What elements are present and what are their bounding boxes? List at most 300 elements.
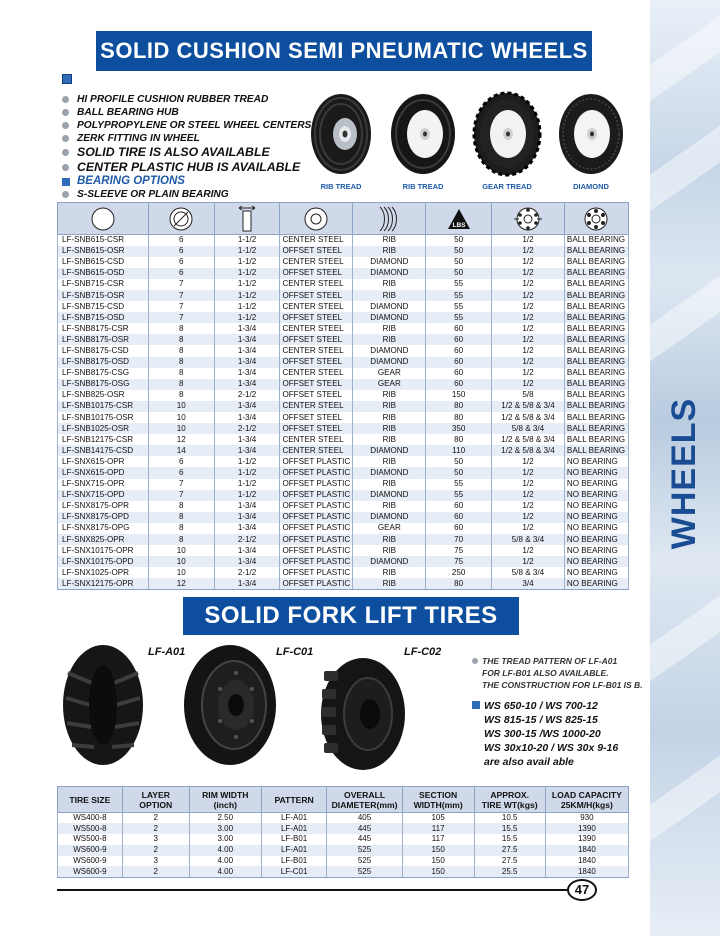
table-cell: DIAMOND <box>353 445 426 456</box>
table-cell: 6 <box>148 235 214 246</box>
table-cell: LF-SNX825-OPR <box>58 534 149 545</box>
table-cell: LF-SNB715-OSR <box>58 290 149 301</box>
table-cell: 80 <box>426 401 492 412</box>
table-cell: DIAMOND <box>353 512 426 523</box>
table-cell: 350 <box>426 423 492 434</box>
table-cell: 80 <box>426 578 492 589</box>
table-cell: 150 <box>402 856 474 867</box>
table-cell: 7 <box>148 290 214 301</box>
table-cell: OFFSET STEEL <box>280 334 353 345</box>
table-cell: 1/2 <box>492 512 565 523</box>
table-cell: LF-SNB615-CSD <box>58 257 149 268</box>
table-cell: BALL BEARING <box>564 357 628 368</box>
table-cell: 50 <box>426 246 492 257</box>
lf-a01-tire-image <box>62 643 144 767</box>
table-cell: GEAR <box>353 523 426 534</box>
table-cell: 60 <box>426 523 492 534</box>
bullet-icon <box>62 96 69 103</box>
table-cell: NO BEARING <box>564 567 628 578</box>
table-cell: 2-1/2 <box>214 390 280 401</box>
table-cell: 150 <box>426 390 492 401</box>
footer-rule <box>57 889 567 891</box>
tire-label: LF-A01 <box>148 646 186 658</box>
table-cell: 1/2 <box>492 290 565 301</box>
table-cell: CENTER STEEL <box>280 401 353 412</box>
table-cell: BALL BEARING <box>564 445 628 456</box>
table-cell: 5/8 <box>492 390 565 401</box>
table-cell: NO BEARING <box>564 523 628 534</box>
table-cell: BALL BEARING <box>564 323 628 334</box>
square-bullet-icon <box>62 74 72 84</box>
table-cell: OFFSET PLASTIC <box>280 456 353 467</box>
wheel-caption: RIB TREAD <box>402 182 444 191</box>
table-cell: 1/2 <box>492 323 565 334</box>
table-cell: GEAR <box>353 368 426 379</box>
table-row <box>58 279 629 290</box>
table-cell: 10 <box>148 401 214 412</box>
table-cell: LF-SNB715-CSD <box>58 301 149 312</box>
lf-c01-tire-image <box>180 643 280 767</box>
column-header: APPROX. TIRE WT(kgs) <box>474 787 545 813</box>
column-header: OVERALL DIAMETER(mm) <box>327 787 402 813</box>
table-cell: 60 <box>426 501 492 512</box>
table-cell: NO BEARING <box>564 512 628 523</box>
table-cell: DIAMOND <box>353 467 426 478</box>
table-row <box>58 345 629 356</box>
table-cell: 2.50 <box>189 813 261 824</box>
table-cell: 1/2 <box>492 501 565 512</box>
table-cell: 1/2 <box>492 345 565 356</box>
table-cell: 1/2 <box>492 301 565 312</box>
table-cell: OFFSET PLASTIC <box>280 556 353 567</box>
table-cell: LF-SNB8175-CSD <box>58 345 149 356</box>
table-cell: 6 <box>148 467 214 478</box>
gear-tread-wheel-image <box>471 90 543 178</box>
table-row <box>58 235 629 246</box>
table-cell: 8 <box>148 334 214 345</box>
table-cell: 2 <box>122 823 189 834</box>
table-row <box>58 813 629 824</box>
table-row <box>58 866 629 877</box>
table-row <box>58 334 629 345</box>
table-cell: 60 <box>426 512 492 523</box>
table-row <box>58 390 629 401</box>
table-cell: OFFSET STEEL <box>280 246 353 257</box>
table-cell: CENTER STEEL <box>280 345 353 356</box>
feature-item: BALL BEARING HUB <box>62 106 322 119</box>
column-header: RIM WIDTH (inch) <box>189 787 261 813</box>
table-cell: 525 <box>327 845 402 856</box>
table-cell: 1/2 <box>492 279 565 290</box>
table-row <box>58 823 629 834</box>
table-cell: 60 <box>426 368 492 379</box>
bullet-icon <box>62 149 69 156</box>
table-cell: LF-SNX12175-OPR <box>58 578 149 589</box>
table-cell: CENTER STEEL <box>280 301 353 312</box>
table-cell: 1-1/2 <box>214 301 280 312</box>
table-cell: BALL BEARING <box>564 290 628 301</box>
table-cell: OFFSET PLASTIC <box>280 567 353 578</box>
table-cell: LF-SNB8175-OSG <box>58 379 149 390</box>
table-row <box>58 578 629 589</box>
table-cell: 60 <box>426 323 492 334</box>
table-row <box>58 567 629 578</box>
table-cell: 150 <box>402 845 474 856</box>
table-row <box>58 246 629 257</box>
feature-item: HI PROFILE CUSHION RUBBER TREAD <box>62 93 322 106</box>
table-cell: RIB <box>353 545 426 556</box>
table-cell: 60 <box>426 345 492 356</box>
table-cell: 445 <box>327 823 402 834</box>
table-cell: 1-3/4 <box>214 434 280 445</box>
table-cell: 6 <box>148 268 214 279</box>
forklift-tire-table <box>57 786 629 878</box>
table-cell: 12 <box>148 578 214 589</box>
table-cell: OFFSET PLASTIC <box>280 501 353 512</box>
load-weight-icon <box>426 203 492 235</box>
table-cell: CENTER STEEL <box>280 368 353 379</box>
table-cell: WS500-8 <box>58 834 123 845</box>
table-cell: 1840 <box>545 856 628 867</box>
table-cell: 525 <box>327 866 402 877</box>
table-cell: LF-SNB10175-OSR <box>58 412 149 423</box>
table-row <box>58 401 629 412</box>
table-cell: RIB <box>353 434 426 445</box>
table-cell: 2-1/2 <box>214 423 280 434</box>
feature-item: ZERK FITTING IN WHEEL <box>62 132 322 145</box>
table-cell: LF-SNB715-OSD <box>58 312 149 323</box>
table-cell: OFFSET PLASTIC <box>280 512 353 523</box>
table-cell: 1-3/4 <box>214 545 280 556</box>
table-cell: 1/2 <box>492 235 565 246</box>
table-cell: 1-3/4 <box>214 368 280 379</box>
table-cell: 525 <box>327 856 402 867</box>
table-cell: 3 <box>122 834 189 845</box>
table-cell: 8 <box>148 323 214 334</box>
table-cell: 1/2 <box>492 545 565 556</box>
table-cell: LF-SNB1025-OSR <box>58 423 149 434</box>
table-cell: NO BEARING <box>564 490 628 501</box>
table-cell: 1/2 <box>492 368 565 379</box>
table-cell: 1-1/2 <box>214 257 280 268</box>
column-header: SECTION WIDTH(mm) <box>402 787 474 813</box>
section-title-wheels: SOLID CUSHION SEMI PNEUMATIC WHEELS <box>96 31 592 71</box>
table-cell: OFFSET STEEL <box>280 290 353 301</box>
table-cell: 105 <box>402 813 474 824</box>
table-cell: 1-3/4 <box>214 345 280 356</box>
table-cell: 2 <box>122 866 189 877</box>
table-cell: 5/8 & 3/4 <box>492 567 565 578</box>
table-cell: 1390 <box>545 823 628 834</box>
table-cell: RIB <box>353 246 426 257</box>
table-cell: 8 <box>148 523 214 534</box>
table-cell: 1/2 <box>492 246 565 257</box>
table-cell: BALL BEARING <box>564 312 628 323</box>
tire-label: LF-C01 <box>276 646 314 658</box>
table-cell: 1-1/2 <box>214 246 280 257</box>
table-cell: 1/2 <box>492 479 565 490</box>
table-cell: 55 <box>426 301 492 312</box>
table-cell: WS600-9 <box>58 866 123 877</box>
table-cell: DIAMOND <box>353 556 426 567</box>
table-cell: 1-3/4 <box>214 523 280 534</box>
table-header-row <box>58 203 629 235</box>
table-cell: OFFSET PLASTIC <box>280 467 353 478</box>
table-cell: 4.00 <box>189 866 261 877</box>
bullet-icon <box>62 122 69 129</box>
table-cell: 150 <box>402 866 474 877</box>
table-cell: 8 <box>148 534 214 545</box>
table-cell: 10 <box>148 545 214 556</box>
table-cell: 1-3/4 <box>214 334 280 345</box>
feature-item-highlight: SOLID TIRE IS ALSO AVAILABLE <box>62 145 322 160</box>
table-cell: 60 <box>426 334 492 345</box>
table-cell: NO BEARING <box>564 479 628 490</box>
wheel-spec-table <box>57 202 629 590</box>
table-cell: LF-SNX1025-OPR <box>58 567 149 578</box>
table-cell: LF-SNB8175-OSD <box>58 357 149 368</box>
table-cell: RIB <box>353 279 426 290</box>
table-row <box>58 834 629 845</box>
table-cell: 25.5 <box>474 866 545 877</box>
table-cell: LF-C01 <box>261 866 327 877</box>
table-cell: 60 <box>426 379 492 390</box>
table-cell: LF-B01 <box>261 834 327 845</box>
table-cell: OFFSET PLASTIC <box>280 534 353 545</box>
table-cell: RIB <box>353 479 426 490</box>
table-cell: 50 <box>426 257 492 268</box>
tread-note: THE TREAD PATTERN OF LF-A01 FOR LF-B01 ALSO AVAILABLE. THE CONSTRUCTION FOR LF-B01 IS B. <box>472 655 647 691</box>
feature-item: POLYPROPYLENE OR STEEL WHEEL CENTERS <box>62 119 322 132</box>
table-cell: 14 <box>148 445 214 456</box>
table-cell: 5/8 & 3/4 <box>492 534 565 545</box>
table-cell: 3 <box>122 856 189 867</box>
tread-icon <box>353 203 426 235</box>
table-cell: CENTER STEEL <box>280 434 353 445</box>
table-cell: CENTER STEEL <box>280 323 353 334</box>
table-cell: 10 <box>148 423 214 434</box>
table-cell: LF-SNB825-OSR <box>58 390 149 401</box>
table-cell: 117 <box>402 834 474 845</box>
table-cell: 1/2 <box>492 523 565 534</box>
table-cell: 4.00 <box>189 845 261 856</box>
table-cell: 6 <box>148 257 214 268</box>
table-cell: 405 <box>327 813 402 824</box>
table-cell: BALL BEARING <box>564 368 628 379</box>
table-cell: 5/8 & 3/4 <box>492 423 565 434</box>
table-row <box>58 445 629 456</box>
table-cell: 1390 <box>545 834 628 845</box>
table-cell: 80 <box>426 412 492 423</box>
table-cell: BALL BEARING <box>564 235 628 246</box>
table-cell: LF-SNB12175-CSR <box>58 434 149 445</box>
table-cell: BALL BEARING <box>564 334 628 345</box>
table-cell: 50 <box>426 235 492 246</box>
table-cell: 1/2 <box>492 312 565 323</box>
availability-note: WS 650-10 / WS 700-12 WS 815-15 / WS 825-15 WS 300-15 /WS 1000-20 WS 30x10-20 / WS 30x 9-16 are also avail able <box>472 699 647 769</box>
table-cell: 1/2 <box>492 556 565 567</box>
table-row <box>58 534 629 545</box>
table-cell: 10.5 <box>474 813 545 824</box>
table-cell: 1-3/4 <box>214 501 280 512</box>
wheel-photos <box>305 90 645 200</box>
column-header: TIRE SIZE <box>58 787 123 813</box>
table-cell: 27.5 <box>474 845 545 856</box>
table-cell: RIB <box>353 567 426 578</box>
table-row <box>58 323 629 334</box>
table-cell: 1840 <box>545 845 628 856</box>
table-cell: CENTER STEEL <box>280 279 353 290</box>
table-cell: NO BEARING <box>564 556 628 567</box>
table-cell: DIAMOND <box>353 357 426 368</box>
table-cell: NO BEARING <box>564 467 628 478</box>
table-cell: 1-1/2 <box>214 279 280 290</box>
table-cell: OFFSET STEEL <box>280 390 353 401</box>
table-row <box>58 479 629 490</box>
table-cell: BALL BEARING <box>564 279 628 290</box>
table-row <box>58 257 629 268</box>
table-cell: RIB <box>353 290 426 301</box>
rib-tread-plastic-wheel-image <box>387 90 459 178</box>
table-cell: 1-3/4 <box>214 357 280 368</box>
column-header: LAYER OPTION <box>122 787 189 813</box>
column-header: LOAD CAPACITY 25KM/H(kgs) <box>545 787 628 813</box>
table-cell: 1-3/4 <box>214 412 280 423</box>
table-cell: 55 <box>426 312 492 323</box>
table-cell: 1-3/4 <box>214 556 280 567</box>
section-title-forklift: SOLID FORK LIFT TIRES <box>183 597 519 635</box>
table-row <box>58 312 629 323</box>
table-cell: OFFSET STEEL <box>280 423 353 434</box>
table-cell: RIB <box>353 334 426 345</box>
table-cell: LF-SNX715-OPR <box>58 479 149 490</box>
table-row <box>58 357 629 368</box>
table-cell: 1/2 & 5/8 & 3/4 <box>492 412 565 423</box>
table-cell: OFFSET PLASTIC <box>280 523 353 534</box>
table-row <box>58 423 629 434</box>
table-cell: 8 <box>148 357 214 368</box>
table-cell: 1-3/4 <box>214 578 280 589</box>
table-cell: LF-SNX615-OPR <box>58 456 149 467</box>
table-cell: BALL BEARING <box>564 345 628 356</box>
table-cell: BALL BEARING <box>564 434 628 445</box>
table-cell: LF-SNX10175-OPD <box>58 556 149 567</box>
table-cell: 1/2 <box>492 467 565 478</box>
table-cell: 2-1/2 <box>214 567 280 578</box>
table-cell: 80 <box>426 434 492 445</box>
table-cell: LF-SNB8175-CSG <box>58 368 149 379</box>
diamond-tread-wheel-image <box>555 90 627 178</box>
table-cell: 1/2 <box>492 357 565 368</box>
table-cell: 1/2 & 5/8 & 3/4 <box>492 401 565 412</box>
table-cell: 1/2 <box>492 456 565 467</box>
table-cell: 7 <box>148 301 214 312</box>
table-cell: 3.00 <box>189 823 261 834</box>
table-cell: 1840 <box>545 866 628 877</box>
table-cell: 4.00 <box>189 856 261 867</box>
table-cell: 6 <box>148 456 214 467</box>
table-cell: 8 <box>148 501 214 512</box>
table-row <box>58 290 629 301</box>
table-cell: DIAMOND <box>353 345 426 356</box>
table-cell: WS500-8 <box>58 823 123 834</box>
bearing-option-item: S-SLEEVE OR PLAIN BEARING <box>62 188 322 201</box>
table-cell: 1/2 & 5/8 & 3/4 <box>492 445 565 456</box>
table-cell: 8 <box>148 512 214 523</box>
table-cell: 1-3/4 <box>214 512 280 523</box>
table-cell: 7 <box>148 490 214 501</box>
table-cell: LF-SNX8175-OPD <box>58 512 149 523</box>
table-cell: DIAMOND <box>353 301 426 312</box>
table-cell: 930 <box>545 813 628 824</box>
table-row <box>58 523 629 534</box>
feature-item-highlight: CENTER PLASTIC HUB IS AVAILABLE <box>62 160 322 175</box>
table-cell: OFFSET STEEL <box>280 268 353 279</box>
table-row <box>58 268 629 279</box>
table-cell: 3/4 <box>492 578 565 589</box>
table-cell: LF-A01 <box>261 813 327 824</box>
bearing-options-heading: BEARING OPTIONS <box>62 175 322 188</box>
table-cell: 1-1/2 <box>214 490 280 501</box>
table-cell: 1/2 & 5/8 & 3/4 <box>492 434 565 445</box>
table-cell: BALL BEARING <box>564 301 628 312</box>
table-cell: 70 <box>426 534 492 545</box>
table-cell: RIB <box>353 534 426 545</box>
table-cell: LF-A01 <box>261 845 327 856</box>
table-cell: LF-A01 <box>261 823 327 834</box>
table-cell: 55 <box>426 290 492 301</box>
table-cell: RIB <box>353 501 426 512</box>
bullet-icon <box>62 109 69 116</box>
bore-icon <box>492 203 565 235</box>
table-cell: 117 <box>402 823 474 834</box>
table-cell: OFFSET STEEL <box>280 412 353 423</box>
table-cell: RIB <box>353 578 426 589</box>
table-cell: 15.5 <box>474 834 545 845</box>
table-cell: 1-1/2 <box>214 479 280 490</box>
bullet-icon <box>62 164 69 171</box>
table-row <box>58 379 629 390</box>
table-cell: 15.5 <box>474 823 545 834</box>
table-cell: WS600-9 <box>58 856 123 867</box>
table-cell: LF-B01 <box>261 856 327 867</box>
table-cell: 8 <box>148 379 214 390</box>
table-cell: OFFSET STEEL <box>280 379 353 390</box>
feature-list <box>62 74 322 201</box>
table-cell: OFFSET STEEL <box>280 357 353 368</box>
tire-section-icon <box>148 203 214 235</box>
table-row <box>58 490 629 501</box>
table-cell: 1-1/2 <box>214 235 280 246</box>
table-cell: CENTER STEEL <box>280 257 353 268</box>
table-row <box>58 467 629 478</box>
table-cell: 1/2 <box>492 268 565 279</box>
table-cell: 7 <box>148 279 214 290</box>
table-cell: BALL BEARING <box>564 390 628 401</box>
bullet-icon <box>62 135 69 142</box>
table-cell: NO BEARING <box>564 545 628 556</box>
table-cell: 60 <box>426 357 492 368</box>
table-cell: 50 <box>426 456 492 467</box>
table-cell: 3.00 <box>189 834 261 845</box>
table-cell: LF-SNX10175-OPR <box>58 545 149 556</box>
table-cell: 55 <box>426 479 492 490</box>
table-cell: 1-3/4 <box>214 379 280 390</box>
wheel-caption: DIAMOND <box>573 182 609 191</box>
table-cell: 10 <box>148 412 214 423</box>
table-cell: 1/2 <box>492 334 565 345</box>
table-cell: LF-SNB14175-CSD <box>58 445 149 456</box>
